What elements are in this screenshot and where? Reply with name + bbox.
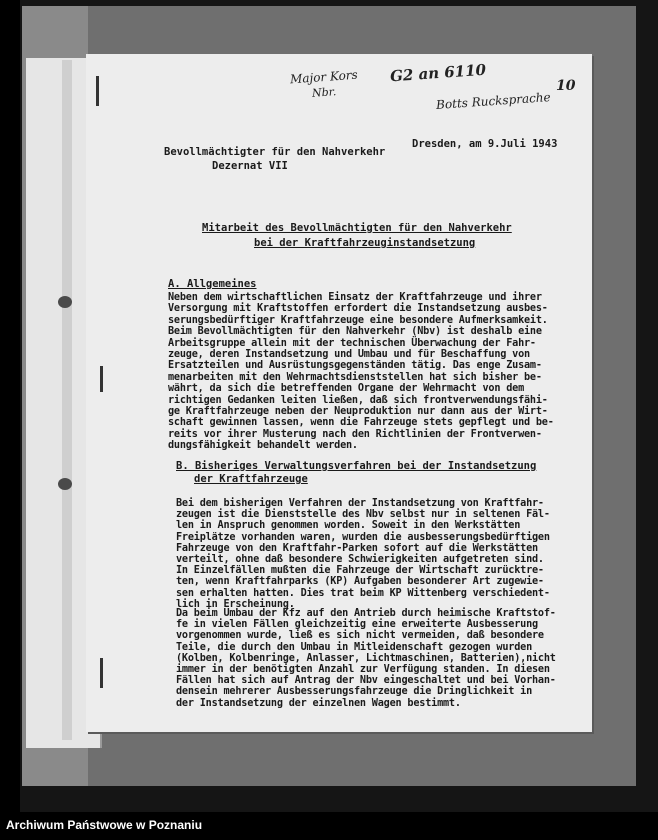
document-page (86, 54, 592, 732)
text-line: fe in vielen Fällen gleichzeitig eine erweiterte Ausbesserung (176, 619, 538, 631)
text-line: Da beim Umbau der Kfz auf den Antrieb durch heimische Kraftstof- (176, 608, 556, 619)
text-line: Fahrzeuge von den Kraftfahr-Parken sofort auf die Werkstätten (176, 542, 538, 554)
text-line: Freiplätze vorhanden waren, wurden die ausbesserungsbedürftigen (176, 531, 550, 543)
text-line: der Instandsetzung der einzelnen Wagen bestimmt. (176, 697, 461, 709)
text-line: In Einzelfällen mußten die Fahrzeuge der Wirtschaft zurücktre- (176, 565, 544, 577)
handwritten-reference: G2 an 6110 (389, 60, 487, 86)
text-line: lich in Erscheinung. (176, 598, 295, 610)
text-line: serungsbedürftiger Kraftfahrzeuge eine besondere Aufmerksamkeit. (168, 314, 548, 326)
archive-footer (0, 812, 658, 840)
department-line: Dezernat VII (212, 160, 288, 172)
text-line: verteilt, ohne daß besondere Schwierigkeiten aufgetreten sind. (176, 554, 544, 565)
text-line: menarbeiten mit den Wehrmachtsdienststellen hat sich bisher be- (168, 371, 542, 383)
punch-hole-bottom (58, 478, 72, 490)
text-line: reits vor ihrer Musterung nach den Richtlinien der Frontverwen- (168, 428, 542, 440)
folio-number: 10 (556, 78, 576, 94)
text-line: immer in der benötigten Anzahl zur Verfügung standen. In diesen (176, 664, 550, 675)
sender-line: Bevollmächtigter für den Nahverkehr (164, 146, 386, 158)
section-b-heading-continued: der Kraftfahrzeuge (194, 473, 308, 485)
handwritten-reference: Botts Rucksprache (435, 90, 552, 112)
text-line: Bei dem bisherigen Verfahren der Instandsetzung von Kraftfahr- (176, 498, 544, 509)
text-line: len in Anspruch genommen worden. Soweit in den Werkstätten (176, 520, 521, 532)
section-b-paragraph-1 (176, 498, 586, 618)
text-line: zeugen ist die Dienststelle des Nbv selbst nur in seltenen Fäl- (176, 509, 550, 521)
text-line: ge Kraftfahrzeuge neben der Neuproduktion nur dann aus der Wirt- (168, 406, 548, 417)
text-line: Versorgung mit Kraftstoffen erfordert die Instandsetzung ausbes- (168, 303, 548, 315)
text-line: währt, da sich die betreffenden Organe der Wehrmacht von dem (168, 383, 525, 395)
archive-label: Archiwum Państwowe w Poznaniu (6, 818, 203, 832)
page-fold (62, 60, 72, 740)
place-date: Dresden, am 9.Juli 1943 (412, 138, 558, 150)
binding-mark (100, 366, 103, 392)
text-line: vorgenommen wurde, ließ es sich nicht vermeiden, daß besondere (176, 630, 544, 642)
text-line: densein mehrerer Ausbesserungsfahrzeuge die Dringlichkeit in (176, 686, 533, 698)
text-line: Teile, die durch den Umbau in Mitleidenschaft gezogen wurden (176, 641, 533, 653)
section-b-heading: B. Bisheriges Verwaltungsverfahren bei der Instandsetzung (176, 460, 537, 472)
text-line: Arbeitsgruppe allein mit der technischen Überwachung der Fahr- (168, 337, 536, 349)
handwritten-note: Nbr. (311, 85, 337, 100)
document-title: Mitarbeit des Bevollmächtigten für den Nahverkehr (202, 222, 512, 234)
text-line: richtigen Gedanken leiten ließen, daß sich frontverwendungsfähi- (168, 394, 548, 406)
text-line: sen erhalten hatten. Dies trat beim KP Wittenberg verschiedent- (176, 587, 550, 599)
text-line: Beim Bevollmächtigten für den Nahverkehr (Nbv) ist deshalb eine (168, 326, 542, 338)
text-line: Ersatzteilen und Ausrüstungsgegenständen tätig. Das enge Zusam- (168, 360, 542, 372)
section-b-paragraph-2 (176, 608, 586, 728)
section-a-heading: A. Allgemeines (168, 278, 257, 290)
text-line: zeuge, deren Instandsetzung und Umbau und für Beschaffung von (168, 349, 530, 360)
text-line: (Kolben, Kolbenringe, Anlasser, Lichtmaschinen, Batterien),nicht (176, 652, 556, 664)
text-line: ten, wenn Kraftfahrparks (KP) Aufgaben besonderer Art zugewie- (176, 576, 544, 588)
binding-mark (100, 658, 103, 688)
document-subtitle: bei der Kraftfahrzeuginstandsetzung (254, 237, 476, 249)
punch-hole-top (58, 296, 72, 308)
text-line: schaft gewinnen lassen, wenn die Fahrzeuge stets gepflegt und be- (168, 417, 554, 429)
handwritten-note: Major Kors (289, 67, 359, 87)
text-line: Fällen hat sich auf Antrag der Nbv eingeschaltet und bei Vorhan- (176, 675, 556, 687)
binding-mark (96, 76, 99, 106)
text-line: Neben dem wirtschaftlichen Einsatz der Kraftfahrzeuge und ihrer (168, 292, 542, 303)
film-edge (0, 0, 20, 812)
text-line: dungsfähigkeit behandelt werden. (168, 440, 358, 452)
